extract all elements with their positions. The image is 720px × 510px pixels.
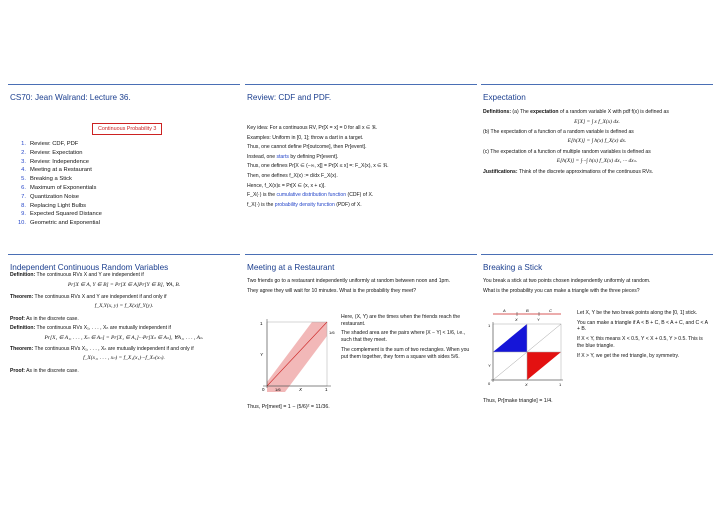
outline-item	[14, 175, 102, 184]
x-one-label: 1	[559, 382, 562, 387]
function-expectation-equation: E[h(X)] = ∫ h(x) f_X(x) dx.	[567, 138, 627, 145]
outline-item	[14, 158, 102, 167]
origin-label: 0	[488, 381, 491, 386]
independence-equation: Pr[X ∈ A, Y ∈ B] = Pr[X ∈ A]Pr[Y ∈ B], ∀A, B.	[67, 281, 181, 288]
instead-text: Instead, one starts by defining Pr[event].	[247, 153, 339, 160]
slide-breaking-stick	[481, 254, 713, 424]
slide-title: Expectation	[483, 93, 526, 102]
mutual-density-equation: f_X(x₁, . . . , xₙ) = f_X₁(x₁)···f_Xₙ(xₙ).	[83, 355, 165, 362]
outline-item	[14, 140, 102, 149]
let-text: Let X, Y be the two break points along the [0, 1] stick.	[577, 310, 698, 316]
outline-item	[14, 202, 102, 211]
piece-b-label: B	[526, 308, 529, 313]
piece-a-label: A	[503, 308, 506, 313]
slide-title: Breaking a Stick	[483, 263, 543, 272]
outline-item-label: Review: Expectation	[30, 149, 83, 156]
break-x-label: X	[515, 317, 518, 322]
problem-text: Two friends go to a restaurant independently uniformly at random between noon and 1pm.	[247, 278, 451, 284]
slide-title: Independent Continuous Random Variables	[10, 263, 169, 272]
outline-item	[14, 193, 102, 202]
condition-text: You can make a triangle if A < B + C, B < A + C, and C < A + B.	[577, 319, 708, 333]
blue-triangle	[493, 324, 527, 352]
question-text: They agree they will wait for 10 minutes. What is the probability they meet?	[247, 287, 417, 294]
mutual-definition-text: Definition: The continuous RVs X₁, . . . , Xₙ are mutually independent if	[10, 325, 171, 332]
piece-c-label: C	[549, 308, 552, 313]
outline-item-label: Breaking a Stick	[30, 176, 72, 183]
slide-title: Review: CDF and PDF.	[247, 93, 332, 102]
hence-text: Hence, f_X(x)ε = Pr[X ∈ (x, x + ε)].	[247, 182, 326, 189]
outline-item-label: Meeting at a Restaurant	[30, 167, 92, 174]
outline-item	[14, 166, 102, 175]
pdf-definition-text: Then, one defines f_X(x) := d/dx F_X(x).	[247, 173, 338, 180]
shaded-text: The shaded area are the pairs where |X − Y| < 1/6, i.e., such that they meet.	[341, 330, 466, 344]
outline-item-number: 9.	[21, 211, 26, 218]
complement-text: The complement is the sum of two rectangles. When you put them together, they form a square with sides 5/6.	[341, 346, 470, 360]
examples-text: Examples: Uniform in [0, 1]; throw a dart in a target.	[247, 134, 364, 141]
outline-item-number: 10.	[17, 220, 26, 227]
x-axis-label: X	[299, 387, 303, 392]
key-idea-text: Key idea: For a continuous RV, Pr[X = x] = 0 for all x ∈ ℜ.	[247, 125, 378, 131]
outline-item-number: 2.	[21, 149, 26, 156]
outline-item	[14, 149, 102, 158]
justification-text: Justifications: Think of the discrete approximations of the continuous RVs.	[483, 169, 654, 176]
outline-item	[14, 184, 102, 193]
definition-text: Definition: The continuous RVs X and Y are independent if	[10, 272, 144, 278]
outline-item-number: 8.	[21, 202, 26, 209]
meeting-region-shaded	[267, 322, 327, 392]
mutual-proof-text: Proof: As in the discrete case.	[10, 367, 79, 374]
mutual-theorem-text: Theorem: The continuous RVs X₁, . . . , Xₙ are mutually independent if and only if	[10, 345, 194, 352]
outline-item-label: Quantization Noise	[30, 193, 79, 200]
proof-text: Proof: As in the discrete case.	[10, 315, 79, 322]
problem-text: You break a stick at two points chosen independently uniformly at random.	[483, 278, 651, 284]
slide-rule	[481, 254, 713, 255]
x-axis-label: X	[525, 382, 528, 387]
blue-case-text: If X < Y, this means X < 0.5, Y < X + 0.5, Y > 0.5. This is the blue triangle.	[577, 336, 703, 349]
slide-independence	[8, 254, 240, 424]
x-sixth-label: 1/6	[275, 387, 281, 392]
here-text: Here, (X, Y) are the times when the friends reach the restaurant.	[341, 314, 461, 327]
slide-rule	[481, 84, 713, 85]
slide-rule	[245, 84, 477, 85]
slide-lecture-title	[8, 84, 240, 234]
slide-title: Meeting at a Restaurant	[247, 263, 335, 272]
origin-label: 0	[262, 387, 265, 392]
outline-item-label: Expected Squared Distance	[30, 211, 102, 218]
outline-item-number: 1.	[21, 141, 26, 147]
outline-item-number: 3.	[21, 158, 26, 165]
outline-item-label: Geometric and Exponential	[30, 220, 100, 227]
triangle-region-figure	[481, 308, 573, 390]
outline-item-number: 6.	[21, 184, 26, 191]
break-y-label: Y	[537, 317, 540, 322]
result-text: Thus, Pr[meet] = 1 − (5/6)² = 11/36.	[247, 404, 330, 410]
slide-meeting-restaurant	[245, 254, 477, 424]
outline-item-label: Maximum of Exponentials	[30, 184, 97, 191]
outline-item-number: 7.	[21, 193, 26, 200]
definition-b-text: (b) The expectation of a function of a random variable is defined as	[483, 128, 634, 135]
multi-expectation-equation: E[h(X)] = ∫···∫ h(x) f_X(x) dx₁ ··· dxₙ.	[556, 158, 638, 165]
right-sixth-label: 1/6	[329, 330, 335, 335]
outline-item-label: Replacing Light Bulbs	[30, 202, 87, 209]
cdf-definition-text: Thus, one defines Pr[X ∈ (−∞, x]] = Pr[X ≤ x] =: F_X(x), x ∈ ℜ.	[247, 163, 389, 170]
outline-item-number: 5.	[21, 176, 26, 183]
definition-c-text: (c) The expectation of a function of multiple random variables is defined as	[483, 148, 651, 155]
outline-item-number: 4.	[21, 167, 26, 174]
expectation-equation: E[X] = ∫ x f_X(x) dx.	[574, 118, 620, 125]
result-text: Thus, Pr[make triangle] = 1/4.	[483, 398, 553, 404]
theorem-text: Theorem: The continuous RVs X and Y are independent if and only if	[10, 293, 167, 300]
y-one-label: 1	[488, 323, 491, 328]
outline-list	[14, 140, 102, 228]
slide-title: CS70: Jean Walrand: Lecture 36.	[10, 93, 131, 102]
definition-a-text: Definitions: (a) The expectation of a random variable X with pdf f(x) is defined as	[483, 109, 669, 115]
meeting-region-figure	[247, 316, 339, 392]
red-triangle	[527, 352, 561, 380]
y-axis-label: Y	[260, 352, 264, 357]
y-one-label: 1	[260, 321, 263, 326]
outline-item-label: Review: Independence	[30, 158, 89, 165]
slide-rule	[8, 84, 240, 85]
thus-text: Thus, one cannot define Pr[outcome], then Pr[event].	[247, 144, 367, 151]
outline-item	[14, 219, 102, 228]
cdf-name-text: F_X(·) is the cumulative distribution function (CDF) of X.	[247, 192, 374, 199]
slide-expectation	[481, 84, 713, 234]
outline-item	[14, 210, 102, 219]
question-text: What is the probability you can make a triangle with the three pieces?	[483, 287, 640, 294]
topic-box: Continuous Probability 3	[92, 123, 162, 135]
y-axis-label: Y	[488, 363, 491, 368]
slide-rule	[8, 254, 240, 255]
mutual-independence-equation: Pr[X₁ ∈ A₁, . . . , Xₙ ∈ Aₙ] = Pr[X₁ ∈ A₁]···Pr[Xₙ ∈ Aₙ], ∀A₁, . . . , Aₙ.	[44, 334, 204, 341]
pdf-name-text: f_X(·) is the probability density function (PDF) of X.	[247, 201, 362, 208]
slide-rule	[245, 254, 477, 255]
diagonal-line	[267, 322, 327, 386]
red-case-text: If X > Y, we get the red triangle, by symmetry.	[577, 352, 680, 359]
density-product-equation: f_X,Y(x, y) = f_X(x)f_Y(y).	[94, 303, 154, 310]
slide-review-cdf-pdf	[245, 84, 477, 234]
x-one-label: 1	[325, 387, 328, 392]
outline-item-label: Review: CDF, PDF	[30, 141, 79, 147]
